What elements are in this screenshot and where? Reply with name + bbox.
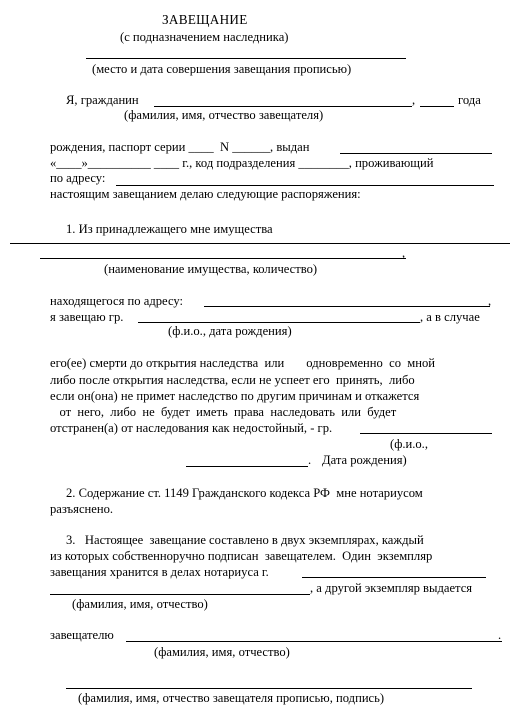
clause3-line-2: из которых собственноручно подписан завещателем. Один экземпляр [50, 549, 433, 563]
located-prefix: находящегося по адресу: [50, 294, 183, 308]
testator-caption: (фамилия, имя, отчество завещателя) [124, 108, 324, 122]
clause1-heading: 1. Из принадлежащего мне имущества [66, 222, 273, 236]
bequeath-prefix: я завещаю гр. [50, 310, 124, 324]
document-subtitle: (с подназначением наследника) [120, 30, 289, 44]
bequeath-suffix: , а в случае [420, 310, 480, 324]
clause3-line-3: завещания хранится в делах нотариуса г. [50, 565, 269, 579]
document-title: ЗАВЕЩАНИЕ [162, 12, 248, 27]
clause1-text-line: либо после открытия наследства, если не успеет его принять, либо [50, 373, 415, 387]
property-line-1 [10, 243, 510, 244]
testator-name-line [154, 106, 412, 107]
signature-line [66, 688, 472, 689]
heir-caption: (ф.и.о., дата рождения) [168, 324, 292, 338]
heir-line [138, 322, 420, 323]
issued-by-line [340, 153, 492, 154]
notary-city-line [302, 577, 486, 578]
notary-name-line [50, 594, 310, 595]
substitute-heir-line [360, 433, 492, 434]
to-testator-label: завещателю [50, 628, 114, 642]
place-date-line [86, 58, 406, 59]
property-line-2 [40, 258, 406, 259]
birth-caption: Дата рождения) [322, 453, 407, 467]
clause1-text-line: если он(она) не примет наследство по другим причинам и откажется [50, 389, 420, 403]
clause2-line-2: разъяснено. [50, 502, 114, 516]
disposition-text: настоящим завещанием делаю следующие распоряжения: [50, 187, 361, 201]
clause3-line-4: , а другой экземпляр выдается [310, 581, 473, 595]
signature-caption: (фамилия, имя, отчество завещателя прописью, подпись) [78, 691, 385, 705]
testator-receiver-line [126, 641, 502, 642]
property-caption: (наименование имущества, количество) [104, 262, 318, 276]
clause2-line-1: 2. Содержание ст. 1149 Гражданского кодекса РФ мне нотариусом [66, 486, 423, 500]
birth-year-line [420, 106, 454, 107]
substitute-birth-line [186, 466, 308, 467]
clause3-line-1: 3. Настоящее завещание составлено в двух экземплярах, каждый [66, 533, 424, 547]
address-prefix: по адресу: [50, 171, 106, 185]
will-document: ЗАВЕЩАНИЕ (с подназначением наследника) (место и дата совершения завещания прописью) Я, гражданин , года (фамилия, имя, отчество завещателя) рождения, паспорт серии ____ N ______, выдан «____»__________ ____ г., код подразделения ________, проживающий по адресу: настоящим завещанием делаю следующие распоряжения: 1. Из принадлежащего мне имущества , (наименование имущества, количество) находящегося по адресу: , я завещаю гр. , а в случае (ф.и.о., дата рождения) его(ее) смерти до открытия наследства или одновременно со мной либо после открытия наследства, если не успеет его принять, либо если он(она) не примет наследство по другим причинам и откажется от него, либо не будет иметь права наследовать или будет отстранен(а) от наследования как недостойный, - гр. (ф.и.о., . Дата рождения) 2. Содержание ст. 1149 Гражданского кодекса РФ мне нотариусом разъяснено. 3. Настоящее завещание составлено в двух экземплярах, каждый из которых собственноручно подписан завещателем. Один экземпляр завещания хранится в делах нотариуса г. , а другой экземпляр выдается (фамилия, имя, отчество) завещателю . (фамилия, имя, отчество) (фамилия, имя, отчество завещателя прописью, подпись) [0, 0, 512, 721]
testator-year-suffix: года [458, 93, 481, 107]
address-line [116, 185, 494, 186]
place-date-caption: (место и дата совершения завещания прописью) [92, 62, 352, 76]
notary-caption: (фамилия, имя, отчество) [72, 597, 208, 611]
fio-caption: (ф.и.о., [390, 437, 428, 451]
passport-line-b: «____»__________ ____ г., код подразделения ________, проживающий [50, 156, 434, 170]
clause1-text-line: отстранен(а) от наследования как недостойный, - гр. [50, 421, 333, 435]
clause1-text-line: его(ее) смерти до открытия наследства или одновременно со мной [50, 356, 436, 370]
located-line [204, 306, 490, 307]
testator-caption-2: (фамилия, имя, отчество) [154, 645, 290, 659]
testator-prefix: Я, гражданин [66, 93, 139, 107]
clause1-text-line: от него, либо не будет иметь права наследовать или будет [50, 405, 397, 419]
passport-line-a: рождения, паспорт серии ____ N ______, выдан [50, 140, 310, 154]
